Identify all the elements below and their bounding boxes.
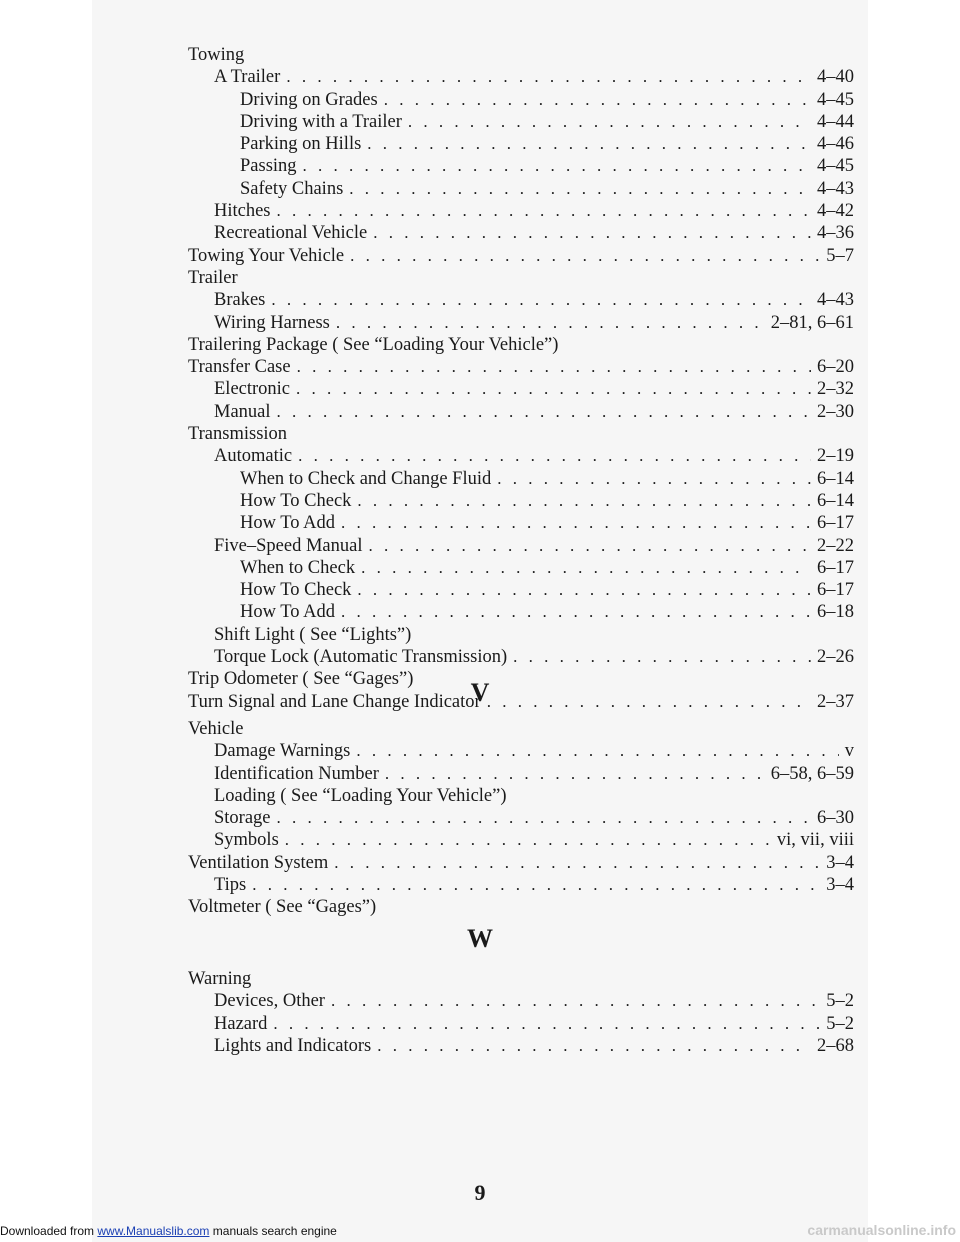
index-entry bbox=[188, 245, 854, 267]
dot-leader bbox=[297, 356, 811, 378]
entry-label: Lights and Indicators bbox=[214, 1035, 372, 1056]
entry-label: Damage Warnings bbox=[214, 741, 351, 762]
entry-label: Storage bbox=[214, 808, 271, 829]
index-v-group bbox=[188, 718, 854, 919]
entry-label: Voltmeter ( See “Gages”) bbox=[188, 897, 377, 918]
entry-page-ref: 3–4 bbox=[826, 852, 854, 873]
dot-leader bbox=[285, 829, 771, 851]
dot-leader bbox=[277, 807, 811, 829]
entry-label: Brakes bbox=[214, 290, 266, 311]
entry-page-ref: 4–45 bbox=[817, 89, 854, 110]
index-entry bbox=[188, 490, 854, 512]
index-entry bbox=[188, 740, 854, 762]
section-heading-w: W bbox=[467, 924, 493, 953]
entry-label: A Trailer bbox=[214, 67, 281, 88]
entry-page-ref: 2–81, 6–61 bbox=[770, 312, 854, 333]
entry-label: How To Check bbox=[240, 580, 352, 601]
dot-leader bbox=[334, 852, 820, 874]
index-entry bbox=[188, 579, 854, 601]
entry-page-ref: 4–36 bbox=[817, 223, 854, 244]
dot-leader bbox=[277, 401, 811, 423]
dot-leader bbox=[369, 535, 812, 557]
entry-label: Ventilation System bbox=[188, 852, 329, 873]
footer-prefix: Downloaded from bbox=[0, 1224, 98, 1238]
dot-leader bbox=[336, 312, 765, 334]
dot-leader bbox=[357, 579, 811, 601]
index-entry bbox=[188, 968, 854, 990]
dot-leader bbox=[273, 1013, 820, 1035]
entry-page-ref: 6–17 bbox=[817, 557, 854, 578]
entry-page-ref: 4–45 bbox=[817, 156, 854, 177]
entry-page-ref: 5–2 bbox=[826, 1013, 854, 1034]
entry-label: Hazard bbox=[214, 1013, 268, 1034]
dot-leader bbox=[271, 289, 811, 311]
index-entry bbox=[188, 66, 854, 88]
index-entry bbox=[188, 1013, 854, 1035]
entry-page-ref: 5–2 bbox=[826, 991, 854, 1012]
dot-leader bbox=[331, 990, 820, 1012]
index-entry bbox=[188, 423, 854, 445]
index-list-w bbox=[188, 968, 854, 1057]
entry-label: Transmission bbox=[188, 424, 288, 445]
entry-label: Trailering Package ( See “Loading Your Vehicle”) bbox=[188, 334, 559, 355]
index-w-group bbox=[188, 968, 854, 1057]
entry-page-ref: 4–40 bbox=[817, 67, 854, 88]
index-entry bbox=[188, 512, 854, 534]
page-number: 9 bbox=[474, 1180, 486, 1205]
entry-page-ref: v bbox=[844, 741, 854, 762]
entry-page-ref: 6–17 bbox=[817, 580, 854, 601]
entry-label: Devices, Other bbox=[214, 991, 325, 1012]
entry-label: Trip Odometer ( See “Gages”) bbox=[188, 669, 414, 690]
entry-label: Tips bbox=[214, 875, 247, 896]
dot-leader bbox=[377, 1035, 811, 1057]
entry-label: Recreational Vehicle bbox=[214, 223, 368, 244]
index-entry bbox=[188, 990, 854, 1012]
entry-page-ref: 6–14 bbox=[817, 490, 854, 511]
entry-label: Loading ( See “Loading Your Vehicle”) bbox=[214, 785, 507, 806]
index-entry bbox=[188, 718, 854, 740]
index-entry bbox=[188, 763, 854, 785]
dot-leader bbox=[286, 66, 811, 88]
index-entry bbox=[188, 468, 854, 490]
entry-page-ref: vi, vii, viii bbox=[776, 830, 854, 851]
dot-leader bbox=[341, 601, 811, 623]
entry-label: How To Add bbox=[240, 513, 335, 534]
entry-page-ref: 4–44 bbox=[817, 111, 854, 132]
index-entry bbox=[188, 222, 854, 244]
entry-page-ref: 2–37 bbox=[817, 691, 854, 712]
index-entry bbox=[188, 178, 854, 200]
index-entry bbox=[188, 1035, 854, 1057]
entry-label: Shift Light ( See “Lights”) bbox=[214, 624, 412, 645]
dot-leader bbox=[277, 200, 811, 222]
entry-label: Vehicle bbox=[188, 719, 244, 739]
entry-label: Safety Chains bbox=[240, 178, 344, 199]
entry-label: How To Add bbox=[240, 602, 335, 623]
entry-label: Warning bbox=[188, 969, 252, 989]
entry-label: Symbols bbox=[214, 830, 279, 851]
entry-label: Trailer bbox=[188, 267, 238, 288]
dot-leader bbox=[357, 490, 811, 512]
index-list-t bbox=[188, 44, 854, 713]
index-entry bbox=[188, 807, 854, 829]
download-footer bbox=[0, 1224, 337, 1238]
dot-leader bbox=[356, 740, 838, 762]
entry-label: Transfer Case bbox=[188, 357, 291, 378]
entry-page-ref: 6–18 bbox=[817, 602, 854, 623]
index-entry bbox=[188, 267, 854, 289]
entry-page-ref: 4–46 bbox=[817, 134, 854, 155]
entry-label: Wiring Harness bbox=[214, 312, 330, 333]
entry-label: Towing Your Vehicle bbox=[188, 245, 345, 266]
entry-page-ref: 2–19 bbox=[817, 446, 854, 467]
entry-label: How To Check bbox=[240, 490, 352, 511]
entry-label: Identification Number bbox=[214, 763, 379, 784]
dot-leader bbox=[367, 133, 811, 155]
entry-label: When to Check bbox=[240, 557, 356, 578]
index-entry bbox=[188, 378, 854, 400]
index-entry bbox=[188, 445, 854, 467]
index-t-group bbox=[188, 44, 854, 713]
entry-page-ref: 2–32 bbox=[817, 379, 854, 400]
entry-page-ref: 4–43 bbox=[817, 178, 854, 199]
entry-page-ref: 5–7 bbox=[826, 245, 854, 266]
dot-leader bbox=[341, 512, 811, 534]
index-entry bbox=[188, 535, 854, 557]
index-entry bbox=[188, 557, 854, 579]
dot-leader bbox=[361, 557, 811, 579]
dot-leader bbox=[513, 646, 811, 668]
index-entry bbox=[188, 785, 854, 807]
watermark: carmanualsonline.info bbox=[807, 1222, 956, 1238]
index-entry bbox=[188, 289, 854, 311]
index-entry bbox=[188, 624, 854, 646]
entry-page-ref: 3–4 bbox=[826, 875, 854, 896]
index-entry bbox=[188, 896, 854, 918]
entry-label: Electronic bbox=[214, 379, 291, 400]
entry-page-ref: 6–58, 6–59 bbox=[770, 763, 854, 784]
entry-page-ref: 2–22 bbox=[817, 535, 854, 556]
dot-leader bbox=[296, 378, 811, 400]
index-entry bbox=[188, 601, 854, 623]
index-entry bbox=[188, 44, 854, 66]
index-entry bbox=[188, 646, 854, 668]
entry-label: Torque Lock (Automatic Transmission) bbox=[214, 647, 508, 668]
entry-page-ref: 6–20 bbox=[817, 357, 854, 378]
entry-label: Hitches bbox=[214, 201, 271, 222]
index-entry bbox=[188, 401, 854, 423]
entry-page-ref: 6–14 bbox=[817, 468, 854, 489]
entry-label: Parking on Hills bbox=[240, 134, 362, 155]
index-entry bbox=[188, 155, 854, 177]
entry-page-ref: 4–42 bbox=[817, 201, 854, 222]
index-entry bbox=[188, 356, 854, 378]
entry-page-ref: 2–68 bbox=[817, 1035, 854, 1056]
entry-label: Towing bbox=[188, 45, 245, 65]
entry-label: Passing bbox=[240, 156, 297, 177]
index-entry bbox=[188, 133, 854, 155]
entry-label: Turn Signal and Lane Change Indicator bbox=[188, 691, 481, 712]
entry-label: Five–Speed Manual bbox=[214, 535, 363, 556]
entry-label: Manual bbox=[214, 401, 271, 422]
dot-leader bbox=[298, 445, 811, 467]
entry-page-ref: 6–30 bbox=[817, 808, 854, 829]
index-entry bbox=[188, 829, 854, 851]
footer-suffix: manuals search engine bbox=[209, 1224, 337, 1238]
dot-leader bbox=[373, 222, 811, 244]
entry-page-ref: 6–17 bbox=[817, 513, 854, 534]
index-list-v bbox=[188, 718, 854, 919]
dot-leader bbox=[497, 468, 811, 490]
index-entry bbox=[188, 312, 854, 334]
index-entry bbox=[188, 334, 854, 356]
index-entry bbox=[188, 111, 854, 133]
section-heading-v: V bbox=[470, 678, 490, 707]
entry-label: When to Check and Change Fluid bbox=[240, 468, 492, 489]
entry-label: Automatic bbox=[214, 446, 293, 467]
index-entry bbox=[188, 874, 854, 896]
dot-leader bbox=[252, 874, 820, 896]
entry-label: Driving on Grades bbox=[240, 89, 378, 110]
entry-page-ref: 4–43 bbox=[817, 290, 854, 311]
dot-leader bbox=[350, 245, 820, 267]
index-entry bbox=[188, 200, 854, 222]
dot-leader bbox=[349, 178, 811, 200]
index-entry bbox=[188, 89, 854, 111]
dot-leader bbox=[385, 763, 765, 785]
entry-page-ref: 2–30 bbox=[817, 401, 854, 422]
manualslib-link[interactable]: www.Manualslib.com bbox=[97, 1224, 210, 1238]
entry-label: Driving with a Trailer bbox=[240, 111, 402, 132]
index-entry bbox=[188, 852, 854, 874]
entry-page-ref: 2–26 bbox=[817, 647, 854, 668]
dot-leader bbox=[384, 89, 811, 111]
dot-leader bbox=[303, 155, 811, 177]
dot-leader bbox=[408, 111, 811, 133]
